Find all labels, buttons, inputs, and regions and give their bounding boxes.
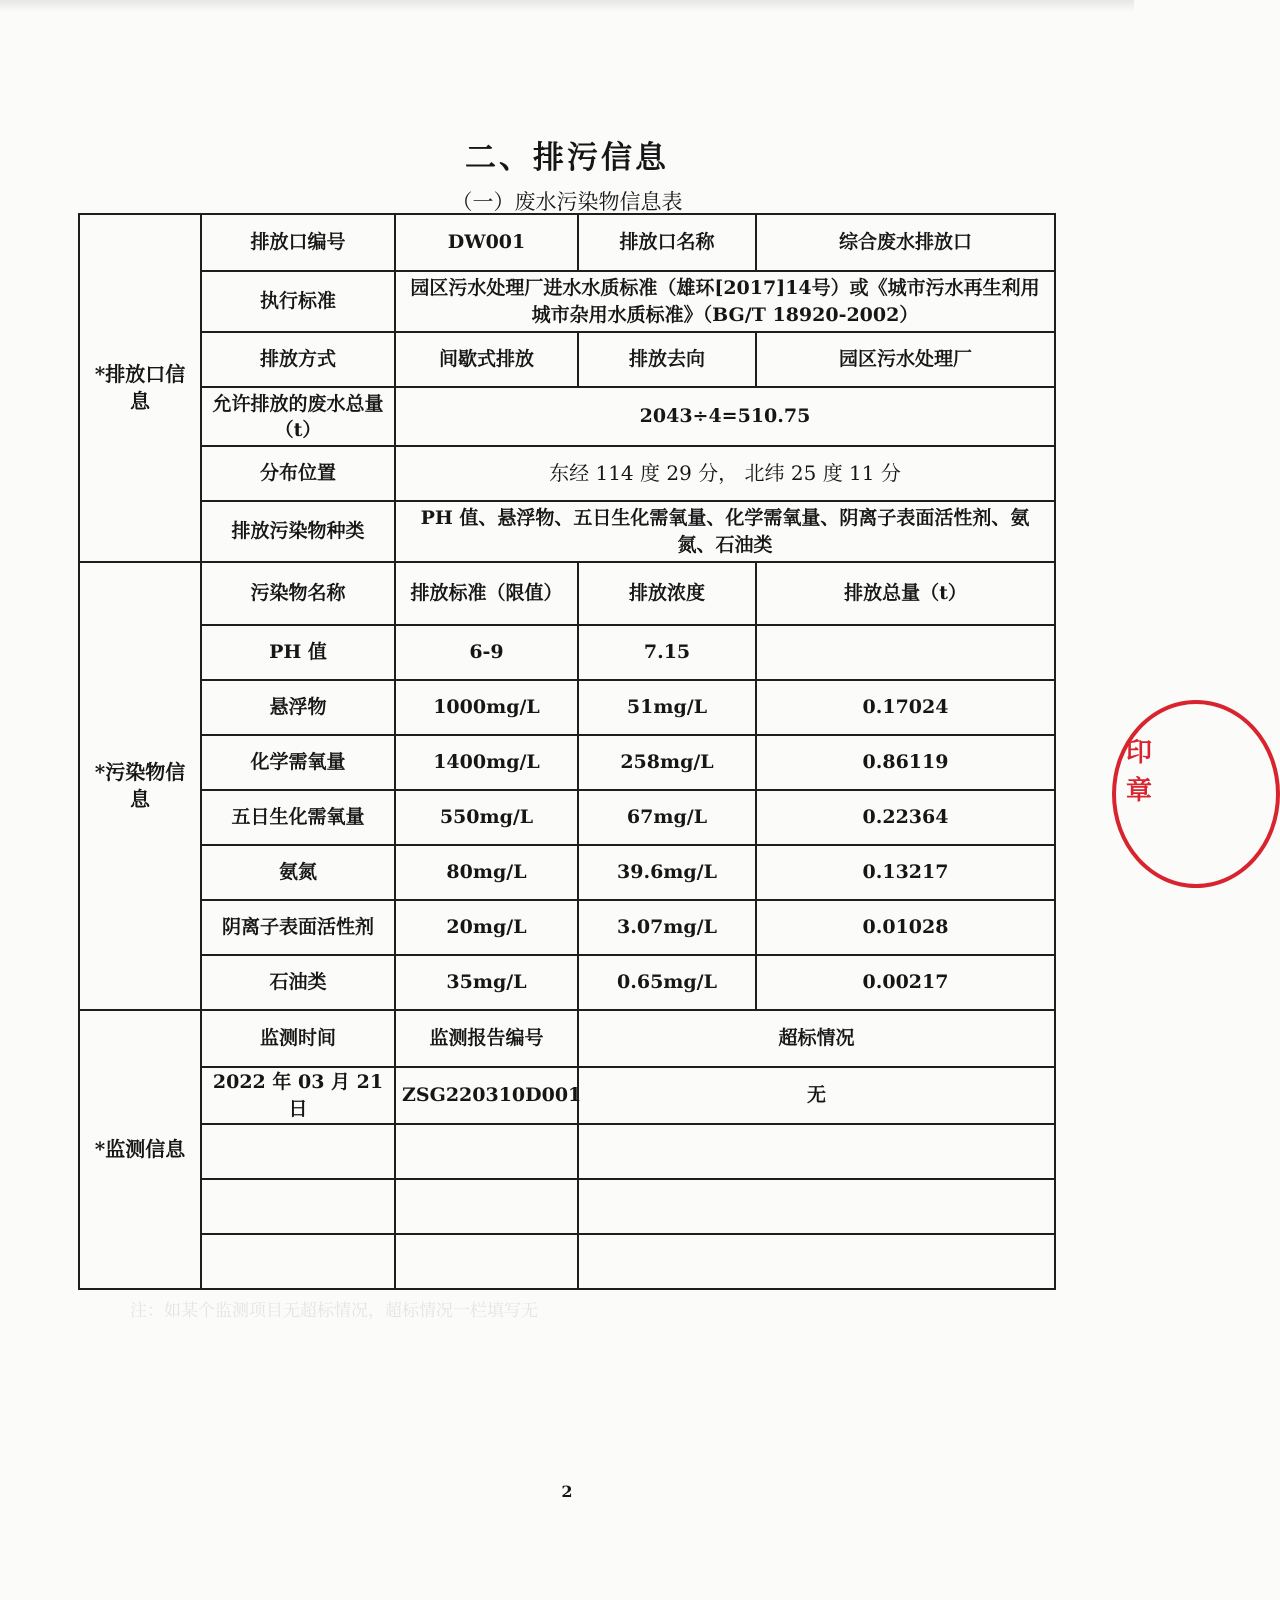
table-row xyxy=(79,501,1055,562)
table-row xyxy=(79,900,1055,955)
location-label: 分布位置 xyxy=(201,446,395,501)
table-row xyxy=(79,332,1055,387)
pollutant-name: 五日生化需氧量 xyxy=(201,790,395,845)
table-header-row xyxy=(79,562,1055,625)
table-row xyxy=(79,955,1055,1010)
table-row xyxy=(79,1234,1055,1289)
pollutant-name: PH 值 xyxy=(201,625,395,680)
table-row xyxy=(79,790,1055,845)
pollutant-name: 悬浮物 xyxy=(201,680,395,735)
pollutant-name: 化学需氧量 xyxy=(201,735,395,790)
pollutant-total: 0.22364 xyxy=(756,790,1055,845)
standard-label: 执行标准 xyxy=(201,271,395,332)
types-label: 排放污染物种类 xyxy=(201,501,395,562)
monitoring-report-id xyxy=(395,1179,578,1234)
outlet-code-value: DW001 xyxy=(395,214,578,271)
monitoring-report-id xyxy=(395,1124,578,1179)
table-row xyxy=(79,845,1055,900)
monitoring-report-id: ZSG220310D001 xyxy=(395,1067,578,1124)
section-monitoring-label: *监测信息 xyxy=(79,1010,201,1289)
page-title: 二、排污信息 xyxy=(465,140,669,176)
pollutant-limit: 1400mg/L xyxy=(395,735,578,790)
page-number: 2 xyxy=(561,1482,573,1501)
monitoring-date xyxy=(201,1124,395,1179)
pollutant-total: 0.01028 xyxy=(756,900,1055,955)
monitoring-date xyxy=(201,1179,395,1234)
mode-value: 间歇式排放 xyxy=(395,332,578,387)
seal-text: 印章 xyxy=(1126,738,1153,806)
table-row xyxy=(79,271,1055,332)
column-header: 监测时间 xyxy=(201,1010,395,1067)
pollutant-limit: 80mg/L xyxy=(395,845,578,900)
table-header-row xyxy=(79,1010,1055,1067)
pollutant-concentration: 0.65mg/L xyxy=(578,955,756,1010)
pollutant-total: 0.86119 xyxy=(756,735,1055,790)
table-row xyxy=(79,1179,1055,1234)
monitoring-exceed xyxy=(578,1179,1055,1234)
wastewater-pollutant-table xyxy=(78,213,1056,1290)
column-header: 监测报告编号 xyxy=(395,1010,578,1067)
pollutant-concentration: 7.15 xyxy=(578,625,756,680)
mode-label: 排放方式 xyxy=(201,332,395,387)
standard-value: 园区污水处理厂进水水质标准（雄环[2017]14号）或《城市污水再生利用 城市杂用水质标准》（BG/T 18920-2002） xyxy=(395,271,1055,332)
pollutant-name: 阴离子表面活性剂 xyxy=(201,900,395,955)
monitoring-exceed: 无 xyxy=(578,1067,1055,1124)
types-value: PH 值、悬浮物、五日生化需氧量、化学需氧量、阴离子表面活性剂、氨氮、石油类 xyxy=(395,501,1055,562)
allowed-label: 允许排放的废水总量（t） xyxy=(201,387,395,446)
table-row xyxy=(79,680,1055,735)
pollutant-concentration: 39.6mg/L xyxy=(578,845,756,900)
pollutant-concentration: 258mg/L xyxy=(578,735,756,790)
outlet-name-value: 综合废水排放口 xyxy=(756,214,1055,271)
monitoring-date xyxy=(201,1234,395,1289)
table-row xyxy=(79,214,1055,271)
outlet-code-label: 排放口编号 xyxy=(201,214,395,271)
pollutant-name: 氨氮 xyxy=(201,845,395,900)
column-header: 排放标准（限值） xyxy=(395,562,578,625)
pollutant-name: 石油类 xyxy=(201,955,395,1010)
column-header: 超标情况 xyxy=(578,1010,1055,1067)
pollutant-concentration: 51mg/L xyxy=(578,680,756,735)
red-seal-stamp xyxy=(1112,700,1280,888)
table-row xyxy=(79,446,1055,501)
pollutant-total: 0.00217 xyxy=(756,955,1055,1010)
table-title: （一）废水污染物信息表 xyxy=(451,190,683,214)
scan-edge xyxy=(0,0,1134,12)
monitoring-date: 2022 年 03 月 21 日 xyxy=(201,1067,395,1124)
column-header: 污染物名称 xyxy=(201,562,395,625)
pollutant-total: 0.13217 xyxy=(756,845,1055,900)
pollutant-concentration: 67mg/L xyxy=(578,790,756,845)
pollutant-limit: 1000mg/L xyxy=(395,680,578,735)
table-row xyxy=(79,1067,1055,1124)
dest-label: 排放去向 xyxy=(578,332,756,387)
allowed-value: 2043÷4=510.75 xyxy=(395,387,1055,446)
location-value: 东经 114 度 29 分， 北纬 25 度 11 分 xyxy=(395,446,1055,501)
monitoring-exceed xyxy=(578,1124,1055,1179)
section-pollutant-label: *污染物信息 xyxy=(79,562,201,1010)
pollutant-limit: 35mg/L xyxy=(395,955,578,1010)
pollutant-limit: 550mg/L xyxy=(395,790,578,845)
pollutant-concentration: 3.07mg/L xyxy=(578,900,756,955)
outlet-name-label: 排放口名称 xyxy=(578,214,756,271)
table-row xyxy=(79,387,1055,446)
column-header: 排放总量（t） xyxy=(756,562,1055,625)
column-header: 排放浓度 xyxy=(578,562,756,625)
monitoring-exceed xyxy=(578,1234,1055,1289)
monitoring-report-id xyxy=(395,1234,578,1289)
pollutant-limit: 6-9 xyxy=(395,625,578,680)
pollutant-total xyxy=(756,625,1055,680)
table-row xyxy=(79,625,1055,680)
pollutant-limit: 20mg/L xyxy=(395,900,578,955)
pollutant-total: 0.17024 xyxy=(756,680,1055,735)
table-row xyxy=(79,1124,1055,1179)
footnote: 注：如某个监测项目无超标情况，超标情况一栏填写无 xyxy=(130,1301,538,1321)
dest-value: 园区污水处理厂 xyxy=(756,332,1055,387)
section-outlet-label: *排放口信息 xyxy=(79,214,201,562)
table-row xyxy=(79,735,1055,790)
